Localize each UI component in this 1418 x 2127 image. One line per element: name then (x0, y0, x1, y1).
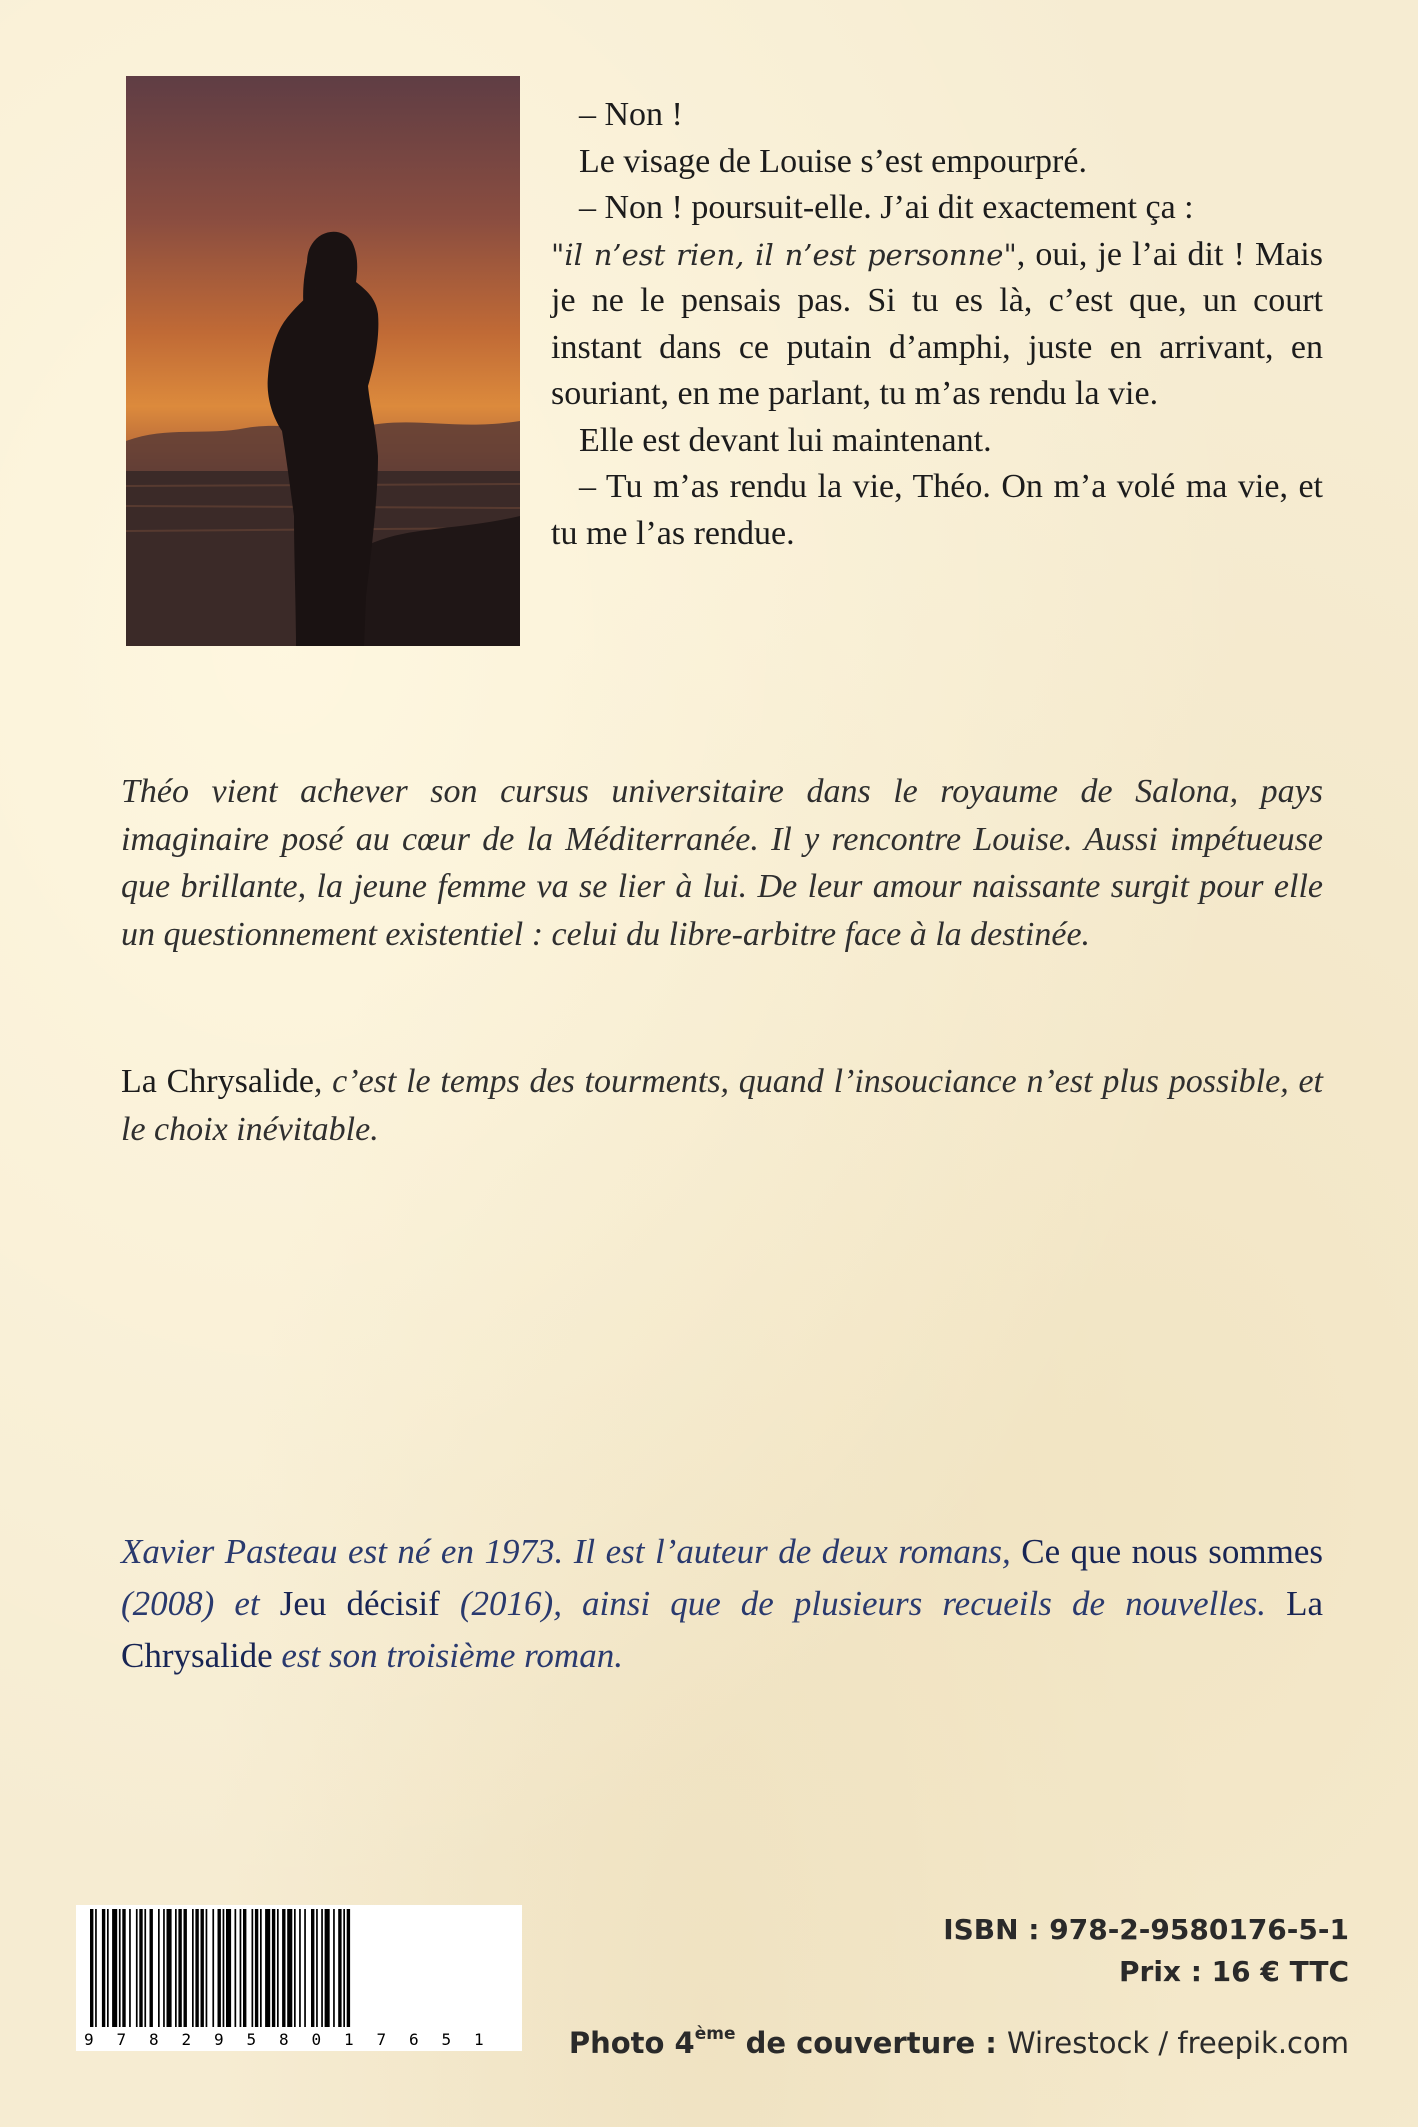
author-bio-text: est son troisième roman. (272, 1636, 623, 1675)
author-bio-text: Xavier Pasteau est né en 1973. Il est l’auteur de deux romans, (121, 1532, 1022, 1571)
barcode-bar (150, 1909, 153, 2027)
barcode-bar (347, 1909, 350, 2027)
barcode-bar (206, 1909, 208, 2027)
credit-label: Photo 4 (568, 2026, 695, 2060)
barcode-bar (252, 1909, 254, 2027)
barcode-digit: 9 (84, 2030, 94, 2049)
barcode-bar (333, 1909, 335, 2027)
barcode-bar (226, 1909, 231, 2027)
barcode-bar (311, 1909, 314, 2027)
barcode-bar (212, 1909, 214, 2027)
barcode-bar (282, 1909, 285, 2027)
barcode-digit: 8 (149, 2030, 159, 2049)
barcode-digit: 1 (344, 2030, 354, 2049)
barcode-bar (178, 1909, 181, 2027)
barcode-bar (240, 1909, 242, 2027)
barcode-bar (107, 1909, 109, 2027)
barcode-bar (112, 1909, 117, 2027)
author-bio-text: (2008) et (121, 1584, 280, 1623)
barcode-bar (144, 1909, 146, 2027)
synopsis (121, 768, 1323, 958)
silhouette-sunset-image (126, 76, 520, 646)
book-title: La Chrysalide (121, 1063, 314, 1100)
barcode-bar (265, 1909, 270, 2027)
price: Prix : 16 € TTC (1118, 1955, 1349, 1988)
barcode-bar (321, 1909, 323, 2027)
barcode-bar (294, 1909, 296, 2027)
barcode-bar (299, 1909, 301, 2027)
barcode-bar (167, 1909, 172, 2027)
barcode-bar (122, 1909, 125, 2027)
author-bio (121, 1526, 1323, 1682)
barcode-bar (136, 1909, 138, 2027)
barcode-bar (243, 1909, 246, 2027)
barcode-bar (325, 1909, 330, 2027)
barcode-bar (192, 1909, 194, 2027)
barcode-bar (163, 1909, 165, 2027)
barcode-bar (102, 1909, 105, 2027)
novel-title: Ce que nous sommes (1021, 1532, 1324, 1571)
barcode-bar (260, 1909, 262, 2027)
author-bio-text: (2016), ainsi que de plusieurs recueils de nouvelles. (439, 1584, 1287, 1623)
barcode-bar (223, 1909, 225, 2027)
barcode-digit: 9 (214, 2030, 224, 2049)
barcode-bar (218, 1909, 221, 2027)
credit-source: Wirestock / freepik.com (1007, 2026, 1349, 2060)
barcode-bar (139, 1909, 142, 2027)
excerpt-line: Elle est devant lui maintenant. (579, 421, 992, 459)
barcode-bar (272, 1909, 275, 2027)
photo-credit (569, 2026, 1349, 2060)
barcode-bar (235, 1909, 237, 2027)
credit-text: de couverture : (735, 2026, 1008, 2060)
barcode-digit: 7 (116, 2030, 127, 2049)
excerpt-quote: "il n’est rien, il n’est personne" (551, 237, 1017, 272)
excerpt-line: – Tu m’as rendu la vie, Théo. On m’a volé ma vie, et tu me l’as rendue. (551, 468, 1323, 552)
isbn: ISBN : 978-2-9580176-5-1 (943, 1913, 1349, 1946)
barcode-digit: 5 (441, 2030, 452, 2049)
barcode-digit: 2 (181, 2030, 192, 2049)
barcode-bar (195, 1909, 198, 2027)
excerpt-line: Le visage de Louise s’est empourpré. (579, 142, 1087, 180)
barcode-digit: 5 (246, 2030, 257, 2049)
barcode-bar (175, 1909, 177, 2027)
barcode-bar (95, 1909, 97, 2027)
barcode-bar (158, 1909, 160, 2027)
barcode-digit: 0 (311, 2030, 322, 2049)
barcode-bar (201, 1909, 204, 2027)
credit-superscript: ème (694, 2024, 736, 2044)
novel-title: Jeu décisif (279, 1584, 440, 1623)
excerpt-quote-continuation: , oui, je l’ai dit ! Mais je ne le pensais pas. Si tu es là, c’est que, un court instant dans ce putain d’amphi, juste en arrivant, en souriant, en me parlant, tu m’as rendu la vie. (551, 235, 1323, 412)
synopsis-text: Théo vient achever son cursus universitaire dans le royaume de Salona, pays imaginaire posé au cœur de la Méditerranée. Il y rencontre Louise. Aussi impétueuse que brillante, la jeune femme va se lier à lui. De leur amour naissante surgit pour elle un questionnement existentiel : celui du libre-arbitre face à la destinée. (121, 773, 1323, 953)
barcode-bar (338, 1909, 341, 2027)
barcode-digit: 6 (409, 2030, 419, 2049)
barcode-bar (129, 1909, 131, 2027)
novel-title: La Chrysalide (121, 1584, 1323, 1675)
barcode (76, 1905, 522, 2051)
barcode-bar (304, 1909, 306, 2027)
barcode-bar (277, 1909, 279, 2027)
excerpt-line: – Non ! poursuit-elle. J’ai dit exactement ça : (579, 189, 1194, 226)
barcode-bar (184, 1909, 187, 2027)
barcode-bar (255, 1909, 258, 2027)
barcode-bar (316, 1909, 318, 2027)
barcode-bar (343, 1909, 345, 2027)
barcode-digit: 1 (474, 2030, 484, 2049)
barcode-digit: 7 (376, 2030, 387, 2049)
barcode-bar (90, 1909, 93, 2027)
cover-photo (126, 76, 520, 646)
barcode-graphic (76, 1905, 522, 2051)
barcode-bar (119, 1909, 121, 2027)
tagline (121, 1058, 1323, 1153)
tagline-text: , c’est le temps des tourments, quand l’insouciance n’est plus possible, et le choix inévitable. (121, 1063, 1323, 1148)
excerpt-quote-paragraph (551, 232, 1323, 418)
barcode-bar (287, 1909, 292, 2027)
book-excerpt (551, 92, 1323, 557)
barcode-digit: 8 (279, 2030, 289, 2049)
excerpt-line: – Non ! (579, 96, 683, 133)
